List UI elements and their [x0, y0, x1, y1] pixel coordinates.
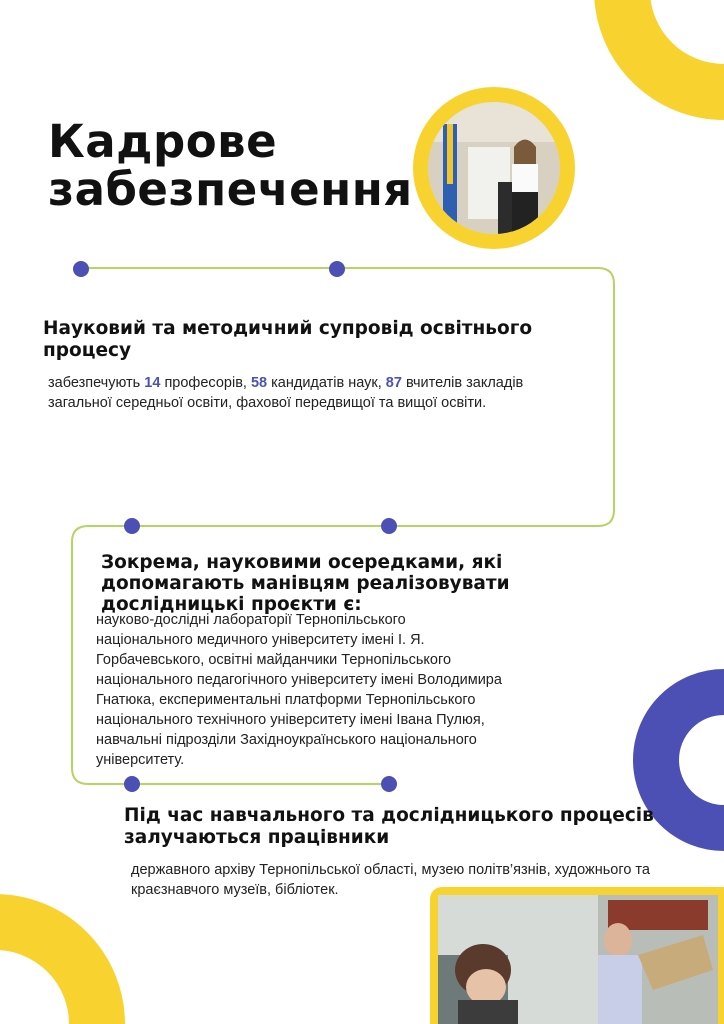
section1-text-part: кандидатів наук,: [267, 375, 386, 391]
section1-heading: Науковий та методичний супровід освітнього процесу: [43, 318, 533, 361]
teachers-count: 87: [385, 375, 402, 391]
section3-text: державного архіву Тернопільської області, музею політв’язнів, художнього та краєзнавчого музеїв, бібліотек.: [131, 862, 650, 898]
section2-heading: Зокрема, науковими осередками, які допомагають манівцям реалізовувати дослідницькі проєкти є:: [101, 552, 510, 615]
photo-presenter: [428, 102, 560, 234]
candidates-count: 58: [250, 375, 268, 391]
photo-archive-illustration: [438, 895, 718, 1024]
title-line-2: забезпечення: [48, 163, 413, 216]
title-line-1: Кадрове: [48, 115, 278, 168]
photo-presenter-illustration: [428, 102, 560, 234]
timeline-dot: [124, 776, 140, 792]
timeline-dot: [381, 776, 397, 792]
timeline-dot: [329, 261, 345, 277]
section1-text-part: професорів,: [160, 375, 251, 391]
page-title: [48, 115, 413, 216]
timeline-dot: [124, 518, 140, 534]
section3-heading: Під час навчального та дослідницького процесів залучаються працівники: [124, 805, 654, 848]
professors-count: 14: [144, 375, 161, 391]
section1-text-part: забезпечують: [48, 375, 145, 391]
top-right-yellow-arc: [622, 0, 724, 92]
timeline-dot: [73, 261, 89, 277]
photo-frame-bottom: [430, 887, 724, 1024]
section1-text-part: вчителів закладів загальної середньої освіти, фахової передвищої та вищої освіти.: [48, 375, 524, 411]
right-blue-ring: [656, 692, 724, 828]
bottom-left-yellow-arc: [0, 922, 97, 1024]
photo-frame: [413, 87, 575, 249]
section1-text: [48, 373, 568, 413]
timeline-dot: [381, 518, 397, 534]
section2-text: науково-дослідні лабораторії Тернопільського національного медичного університету імені І. Я. Горбачевського, освітні майданчики Тернопільського національного педагогічного університету імені Володимира Гнатюка, експериментальні платформи Тернопільського національного технічного університету імені Івана Пулюя, навчальні підрозділи Західноукраїнського національного університету.: [96, 612, 502, 768]
photo-archive-meeting: [438, 895, 718, 1024]
